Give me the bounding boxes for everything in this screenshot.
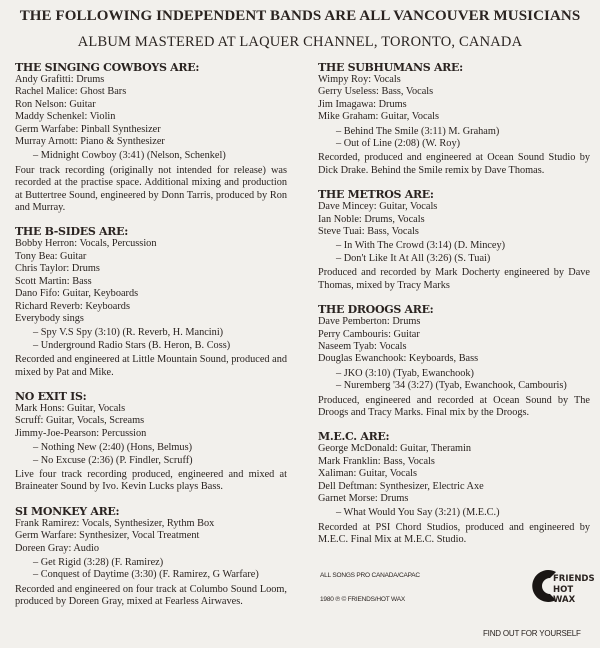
band-mec [318, 430, 590, 546]
member-line: Dave Mincey: Guitar, Vocals [318, 201, 438, 213]
header-line-2: ALBUM MASTERED AT LAQUER CHANNEL, TORONTO, CANADA [77, 34, 523, 50]
member-line: Jim Imagawa: Drums [318, 98, 407, 110]
band-heading: THE B-SIDES ARE: [15, 225, 128, 239]
recording-notes: Produced and recorded by Mark Docherty engineered by Dave Thomas, mixed by Tracy Marks [318, 267, 590, 291]
track-line: – What Would You Say (3:21) (M.E.C.) [336, 507, 500, 519]
band-subhumans [318, 61, 590, 177]
recording-notes: Four track recording (originally not intended for release) was recorded at the practise space. Additional mixing and production at Buttertree Sound, engineered by Donn Tarris, produced by Ron and Murray. [15, 164, 287, 214]
tagline: FIND OUT FOR YOURSELF [483, 629, 581, 638]
track-line: – Nuremberg '34 (3:27) (Tyab, Ewanchook, Cambouris) [336, 380, 567, 392]
header-line-1: THE FOLLOWING INDEPENDENT BANDS ARE ALL VANCOUVER MUSICIANS [19, 8, 581, 24]
recording-notes: Produced, engineered and recorded at Ocean Sound by The Droogs and Tracy Marks. Final mix by the Droogs. [318, 394, 590, 418]
band-heading: THE DROOGS ARE: [318, 303, 434, 317]
track-list [15, 442, 287, 467]
member-line: Dave Pemberton: Drums [318, 316, 421, 328]
member-line: Germ Warfare: Synthesizer, Vocal Treatment [15, 530, 200, 542]
member-line: Douglas Ewanchook: Keyboards, Bass [318, 353, 479, 365]
member-line: Mark Franklin: Bass, Vocals [318, 455, 435, 467]
track-list [318, 126, 590, 151]
track-list [318, 240, 590, 265]
member-line: Murray Arnott: Piano & Synthesizer [15, 136, 165, 148]
member-line: Ron Nelson: Guitar [15, 98, 96, 110]
track-list [15, 150, 287, 162]
track-line: – Out of Line (2:08) (W. Roy) [336, 138, 461, 150]
friends-hot-wax-logo [528, 568, 598, 604]
logo-line-1: FRIENDS [553, 574, 595, 584]
recording-notes: Recorded at PSI Chord Studios, produced and engineered by M.E.C. Final Mix at M.E.C. Studio. [318, 521, 590, 546]
band-si-monkey [15, 505, 287, 609]
member-line: Bobby Herron: Vocals, Percussion [15, 238, 157, 250]
track-list [318, 368, 590, 393]
copyright-notice: 1980 ℗ © FRIENDS/HOT WAX [320, 596, 405, 603]
member-line: Mark Hons: Guitar, Vocals [15, 402, 126, 414]
band-heading: THE SUBHUMANS ARE: [318, 61, 463, 74]
member-line: Dell Deftman: Synthesizer, Electric Axe [318, 480, 484, 492]
track-line: – JKO (3:10) (Tyab, Ewanchook) [336, 367, 474, 379]
member-line: Germ Warfabe: Pinball Synthesizer [15, 123, 161, 135]
member-line: Maddy Schenkel: Violin [15, 111, 116, 123]
track-line: – Get Rigid (3:28) (F. Ramirez) [33, 557, 164, 568]
band-heading: NO EXIT IS: [15, 389, 87, 403]
track-list [15, 557, 287, 582]
member-line: Steve Tuai: Bass, Vocals [318, 226, 419, 238]
member-line: Garnet Morse: Drums [318, 492, 409, 504]
track-line: – Nothing New (2:40) (Hons, Belmus) [33, 442, 193, 454]
member-line: Xaliman: Guitar, Vocals [318, 468, 418, 480]
track-line: – Don't Like It At All (3:26) (S. Tuai) [336, 252, 491, 264]
track-line: – Midnight Cowboy (3:41) (Nelson, Schenkel) [33, 150, 226, 162]
member-line: Perry Cambouris: Guitar [318, 328, 420, 340]
member-line: Andy Grafitti: Drums [15, 74, 105, 85]
member-line: Richard Reverb: Keyboards [15, 300, 130, 312]
track-line: – Behind The Smile (3:11) M. Graham) [336, 125, 500, 137]
member-line: Wimpy Roy: Vocals [318, 74, 401, 85]
band-heading: SI MONKEY ARE: [15, 504, 120, 518]
track-list [15, 327, 287, 352]
member-line: Tony Bea: Guitar [15, 250, 87, 262]
member-line: George McDonald: Guitar, Theramin [318, 443, 472, 455]
band-singing-cowboys [15, 61, 287, 214]
member-line: Scott Martin: Bass [15, 275, 92, 287]
member-line: Frank Ramirez: Vocals, Synthesizer, Rythm Box [15, 517, 215, 529]
member-line: Everybody sings [15, 312, 84, 324]
left-column [15, 61, 287, 620]
recording-notes: Recorded and engineered at Little Mountain Sound, produced and mixed by Pat and Mike. [15, 354, 287, 378]
recording-notes: Live four track recording produced, engineered and mixed at Braineater Sound by Ivo. Kevin Lucks plays Bass. [15, 468, 287, 493]
band-metros [318, 188, 590, 292]
logo-line-2: HOT WAX [553, 585, 576, 605]
member-line: Dano Fifo: Guitar, Keyboards [15, 288, 139, 300]
track-line: – Spy V.S Spy (3:10) (R. Reverb, H. Mancini) [33, 327, 224, 339]
band-heading: M.E.C. ARE: [318, 430, 390, 444]
band-heading: THE SINGING COWBOYS ARE: [15, 61, 200, 74]
member-line: Chris Taylor: Drums [15, 263, 100, 275]
member-line: Scruff: Guitar, Vocals, Screams [15, 415, 145, 427]
member-line: Doreen Gray: Audio [15, 542, 100, 554]
recording-notes: Recorded, produced and engineered at Ocean Sound Studio by Dick Drake. Behind the Smile remix by Dave Thomas. [318, 152, 590, 176]
band-b-sides [15, 225, 287, 378]
band-no-exit [15, 390, 287, 494]
rights-notice: ALL SONGS PRO CANADA/CAPAC [320, 572, 420, 579]
track-list [318, 507, 590, 519]
track-line: – Conquest of Daytime (3:30) (F. Ramirez, G Warfare) [33, 569, 259, 581]
member-line: Naseem Tyab: Vocals [318, 340, 407, 352]
track-line: – No Excuse (2:36) (P. Findler, Scruff) [33, 454, 193, 466]
member-line: Rachel Malice: Ghost Bars [15, 86, 127, 98]
track-line: – In With The Crowd (3:14) (D. Mincey) [336, 240, 506, 252]
recording-notes: Recorded and engineered on four track at Columbo Sound Loom, produced by Doreen Gray, mixed at Fearless Airwaves. [15, 583, 287, 608]
member-line: Jimmy-Joe-Pearson: Percussion [15, 427, 147, 439]
member-line: Mike Graham: Guitar, Vocals [318, 111, 440, 123]
member-line: Ian Noble: Drums, Vocals [318, 213, 425, 225]
band-droogs [318, 303, 590, 419]
track-line: – Underground Radio Stars (B. Heron, B. Coss) [33, 339, 231, 351]
band-heading: THE METROS ARE: [318, 188, 434, 202]
right-column [318, 61, 590, 558]
member-line: Gerry Useless: Bass, Vocals [318, 86, 434, 98]
